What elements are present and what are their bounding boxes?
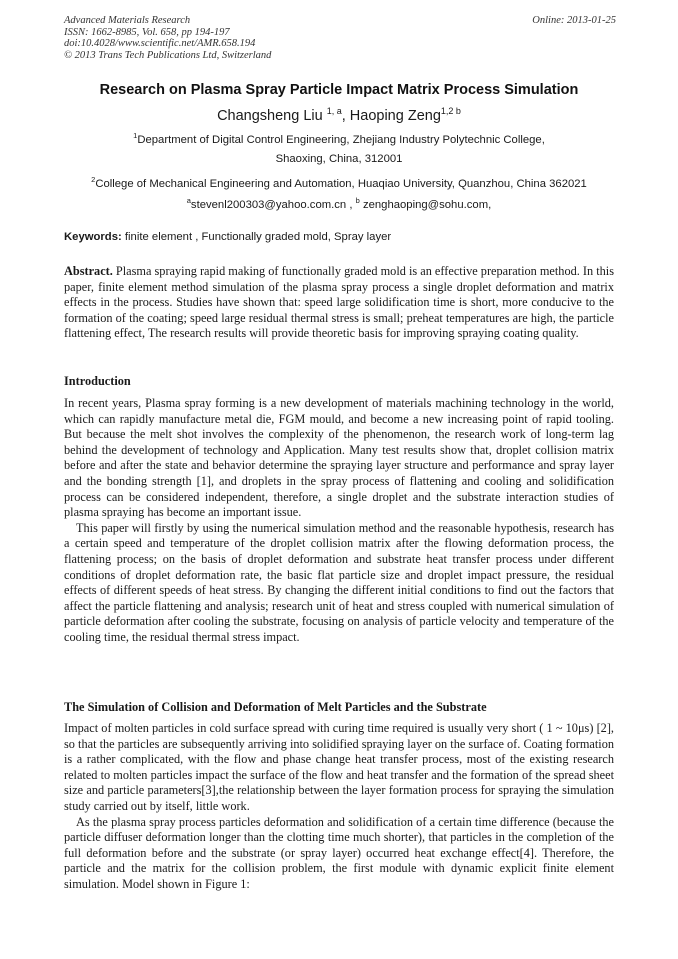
- abstract: [64, 264, 614, 342]
- introduction-body: [64, 396, 614, 646]
- affiliation-2-sup: 2: [91, 175, 96, 184]
- abstract-label: Abstract.: [64, 264, 113, 278]
- affiliation-1: [30, 131, 648, 146]
- abstract-text: Plasma spraying rapid making of functionally graded mold is an effective preparation method. In this paper, finite element method simulation of the plasma spray process a single droplet deformation and matrix effects in the process. Studies have shown that: speed large solidification time is short, more conducive to the formation of the coating; speed large residual thermal stress is small; preheat temperatures are high, the particle flattening effect, The research results will provide theoretic basis for improving spraying coating quality.: [64, 264, 614, 341]
- email-a[interactable]: stevenl200303@yahoo.com.cn ,: [190, 198, 356, 211]
- email-b-sup: b: [355, 196, 360, 205]
- email-a-sup: a: [186, 196, 191, 205]
- keywords-text: finite element , Functionally graded mold, Spray layer: [121, 231, 392, 243]
- email-line: [30, 196, 648, 211]
- affiliation-1-line2: Shaoxing, China, 312001: [275, 153, 403, 165]
- simulation-heading: The Simulation of Collision and Deformation of Melt Particles and the Substrate: [64, 700, 487, 714]
- journal-header: [64, 15, 616, 61]
- simulation-paragraph-1: Impact of molten particles in cold surface spread with curing time required is usually very short ( 1 ~ 10μs) [2], so that the particles are subsequently arriving into solidified spraying layer on the surface of. Coating formation is a rather complicated, with the flow and phase change heat transfer process, most of the existing research related to molten particles impact the surface of the flow and heat transfer and the formation of the spread sheet size and particle parameters[3],the relationship between the layer formation process for spraying the simulation study carried out by itself, little work.: [64, 721, 614, 813]
- paper-title: Research on Plasma Spray Particle Impact Matrix Process Simulation: [99, 82, 579, 98]
- introduction-paragraph-2: This paper will firstly by using the numerical simulation method and the reasonable hypothesis, research has a certain speed and temperature of the droplet collision matrix after the flowing deformation process, the flattening process; on the basis of droplet deformation and substrate heat transfer process under different conditions of droplet deformation rate, the basic flat particle size and droplet impact pressure, the residual effects of different speeds of heat stress. By changing the different initial conditions to find out the factors that affect the particle flattening and analysis; research unit of heat and stress coupled with numerical simulation of particle deformation after cooling the substrate, focusing on analysis of particle velocity and temperature of the cooling time, the residual thermal stress impact.: [64, 520, 614, 644]
- doi-line: doi:10.4028/www.scientific.net/AMR.658.194: [64, 38, 256, 49]
- copyright-line: © 2013 Trans Tech Publications Ltd, Switzerland: [64, 49, 272, 61]
- author-2-sup: 1,2 b: [440, 106, 461, 116]
- author-1-sup: 1, a: [326, 106, 342, 116]
- issn-line: ISSN: 1662-8985, Vol. 658, pp 194-197: [64, 26, 230, 38]
- simulation-body: [64, 721, 614, 893]
- introduction-paragraph-1: In recent years, Plasma spray forming is a new development of materials machining technology in the world, which can rapidly manufacture metal die, FGM mould, and become a new increasing point of rapid tooling. But because the melt shot involves the complexity of the phenomenon, the research work of long-term lag behind the development of technology and Application. Many test results show that, droplet collision matrix before and after the state and behavior determine the spraying layer structure and performance and spray layer and the bonding strength [1], and droplets in the spray process of flattening and cooling and solidification process can be considered independent, therefore, a single droplet and the substrate interaction studies of plasma spraying has become an important issue.: [64, 396, 614, 520]
- affiliation-2: [30, 175, 648, 190]
- author-1: Changsheng Liu: [217, 107, 327, 124]
- author-separator: ,: [341, 107, 350, 124]
- affiliation-2-text: College of Mechanical Engineering and Automation, Huaqiao University, Quanzhou, China 362021: [95, 177, 587, 190]
- author-line: [40, 106, 638, 124]
- email-b[interactable]: zenghaoping@sohu.com,: [359, 198, 492, 211]
- keywords: [64, 231, 624, 243]
- journal-name: Advanced Materials Research: [64, 15, 191, 26]
- author-2: Haoping Zeng: [349, 107, 441, 124]
- simulation-paragraph-2: As the plasma spray process particles deformation and solidification of a certain time difference (because the particle diffuser deformation longer than the clotting time much shorter), that particles in the completion of the full deformation before and the substrate (or spray layer) occurred heat exchange effect[4]. Therefore, the particle and the matrix for the collision problem, the first module with dynamic explicit finite element simulation. Model shown in Figure 1:: [64, 814, 614, 891]
- affiliation-1-line1: Department of Digital Control Engineering, Zhejiang Industry Polytechnic College,: [137, 133, 545, 146]
- online-date: Online: 2013-01-25: [532, 15, 616, 26]
- keywords-label: Keywords:: [64, 231, 122, 243]
- introduction-heading: Introduction: [64, 374, 131, 388]
- affiliation-1-sup: 1: [133, 131, 138, 140]
